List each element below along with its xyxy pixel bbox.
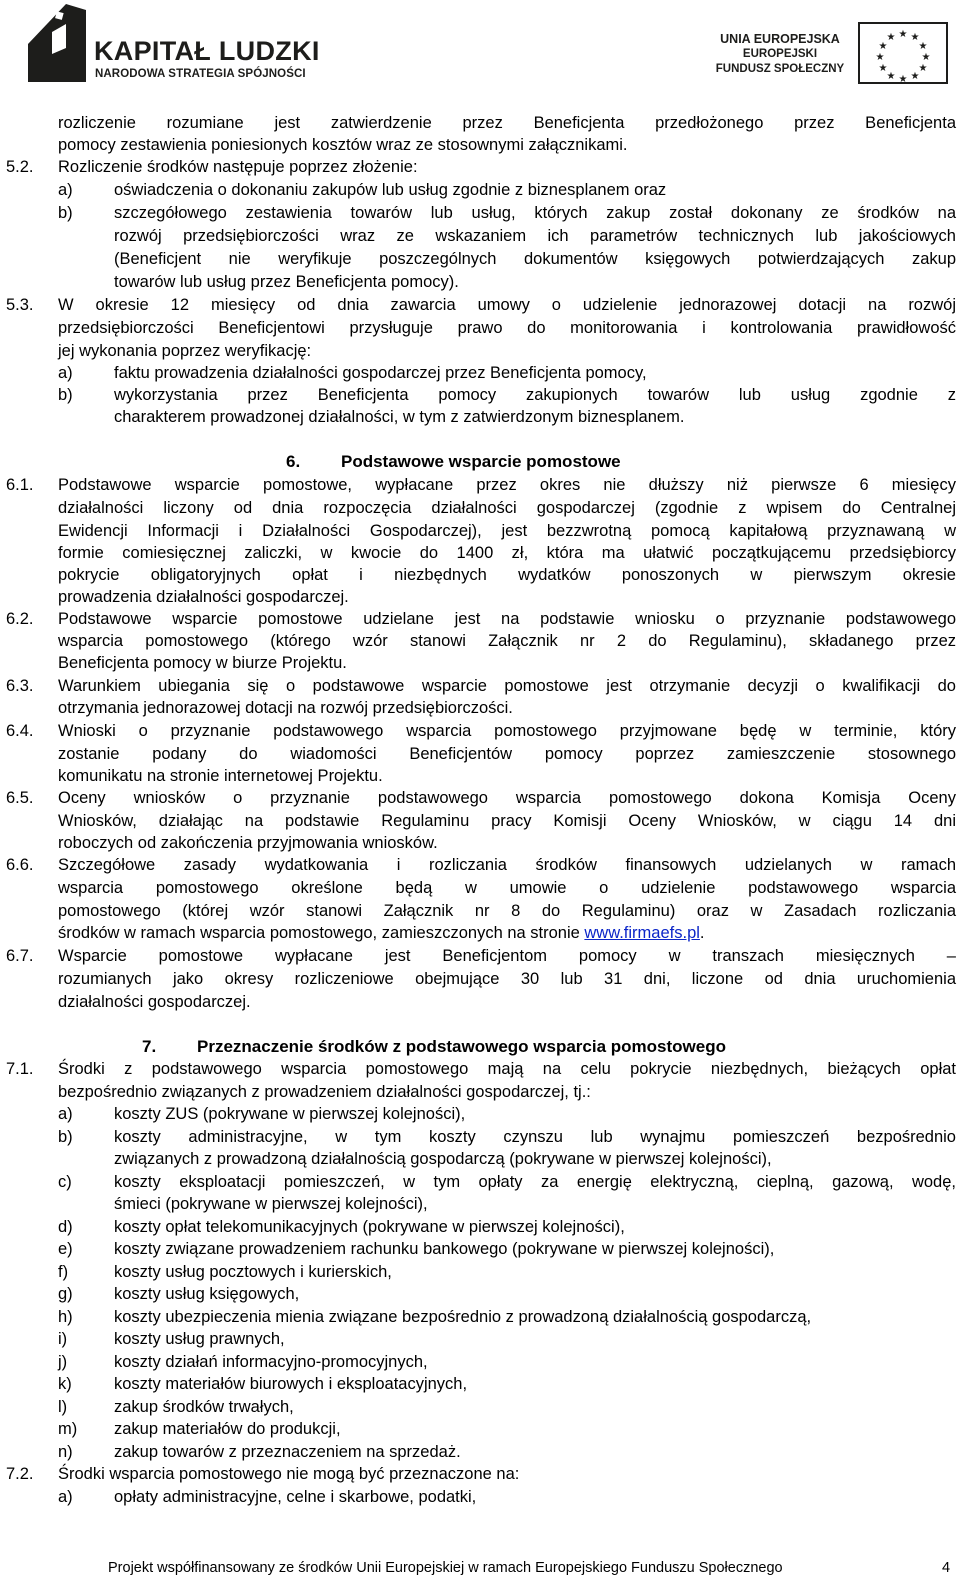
text-line: pokrycie obligatoryjnych opłat i niezbędnych wydatków ponoszonych w pierwszym okresie (58, 566, 956, 584)
list-letter: f) (58, 1263, 69, 1281)
list-letter: g) (58, 1285, 73, 1303)
text-line: koszty usług księgowych, (114, 1285, 300, 1303)
page-header (0, 0, 960, 100)
text-line: Wsparcie pomostowe wypłacane jest Beneficjentom pomocy w transzach miesięcznych – (58, 947, 956, 965)
text-line: W okresie 12 miesięcy od dnia zawarcia umowy o udzielenie jednorazowej dotacji na rozwój (58, 296, 956, 314)
svg-text:★: ★ (886, 71, 896, 82)
list-letter: a) (58, 181, 73, 199)
point-number: 6.7. (6, 947, 34, 965)
svg-text:★: ★ (921, 52, 931, 63)
kapital-ludzki-logo (26, 2, 326, 84)
kapital-ludzki-subtitle: NARODOWA STRATEGIA SPÓJNOŚCI (95, 68, 306, 80)
list-letter: c) (58, 1173, 72, 1191)
text-line: związanych z prowadzoną działalnością gospodarczą (pokrywane w pierwszej kolejności), (114, 1150, 772, 1168)
text-line: opłaty administracyjne, celne i skarbowe, podatki, (114, 1488, 477, 1506)
text-line: Rozliczenie środków następuje poprzez złożenie: (58, 158, 418, 176)
text-line: Wniosków, działając na podstawie Regulaminu pracy Komisji Oceny Wniosków, w ciągu 14 dni (58, 812, 956, 830)
text-line: otrzymania jednorazowej dotacji na rozwój przedsiębiorczości. (58, 699, 513, 717)
text-line: faktu prowadzenia działalności gospodarczej przez Beneficjenta pomocy, (114, 364, 647, 382)
list-letter: b) (58, 1128, 73, 1146)
text-line: komunikatu na stronie internetowej Projektu. (58, 767, 383, 785)
point-number: 7.2. (6, 1465, 34, 1483)
point-number: 7.1. (6, 1060, 34, 1078)
text-line: zostanie podany do wiadomości Beneficjentów pomocy poprzez zamieszczenie stosownego (58, 745, 956, 763)
svg-text:★: ★ (875, 52, 885, 63)
eu-logo-line2: EUROPEJSKI (742, 48, 818, 60)
text-line: koszty opłat telekomunikacyjnych (pokrywane w pierwszej kolejności), (114, 1218, 625, 1236)
text-line: Podstawowe wsparcie pomostowe, wypłacane przez okres nie dłuższy niż pierwsze 6 miesięcy (58, 476, 956, 494)
text-line: zakup towarów z przeznaczeniem na sprzedaż. (114, 1443, 461, 1461)
text-line: działalności liczony od dnia rozpoczęcia działalności gospodarczej (zgodnie z wpisem do Centralnej (58, 499, 956, 517)
text-line: oświadczenia o dokonaniu zakupów lub usług zgodnie z biznesplanem oraz (114, 181, 667, 199)
text-line: działalności gospodarczej. (58, 993, 251, 1011)
eu-logo (710, 22, 958, 92)
point-number: 6.1. (6, 476, 34, 494)
text-line: towarów lub usług przez Beneficjenta pomocy). (114, 273, 459, 291)
list-letter: a) (58, 1105, 73, 1123)
svg-text:★: ★ (918, 63, 928, 74)
svg-text:★: ★ (886, 32, 896, 43)
text-line: Ewidencji Informacji i Działalności Gospodarczej), jest bezzwrotną pomocą kapitałową przyznawaną w (58, 522, 956, 540)
kapital-ludzki-symbol-icon (26, 2, 88, 84)
eu-flag-icon (858, 22, 948, 84)
list-letter: e) (58, 1240, 73, 1258)
svg-text:★: ★ (918, 41, 928, 52)
list-letter: k) (58, 1375, 72, 1393)
eu-logo-line1: UNIA EUROPEJSKA (720, 32, 840, 46)
text-line: (Beneficjent nie weryfikuje poszczególnych dokumentów księgowych potwierdzających zakup (114, 250, 956, 268)
text-line: rozwój przedsiębiorczości wraz ze wskazaniem ich parametrów technicznych lub jakościowych (114, 227, 956, 245)
section-7-number: 7. (142, 1037, 157, 1056)
text-line: Podstawowe wsparcie pomostowe udzielane jest na podstawie wniosku o przyznanie podstawowego (58, 610, 956, 628)
section-6-number: 6. (286, 452, 301, 471)
svg-text:★: ★ (910, 32, 920, 43)
section-6-title: Podstawowe wsparcie pomostowe (341, 452, 621, 471)
text-line: koszty usług pocztowych i kurierskich, (114, 1263, 392, 1281)
list-letter: n) (58, 1443, 73, 1461)
kapital-ludzki-title: KAPITAŁ LUDZKI (94, 36, 320, 66)
svg-text:★: ★ (878, 41, 888, 52)
text-line: Warunkiem ubiegania się o podstawowe wsparcie pomostowe jest otrzymanie decyzji o kwalifikacji do (58, 677, 956, 695)
text-line: przedsiębiorczości Beneficjentowi przysługuje prawo do monitorowania i kontrolowania prawidłowość (58, 319, 956, 337)
text-line: koszty ZUS (pokrywane w pierwszej kolejności), (114, 1105, 466, 1123)
list-letter: a) (58, 364, 73, 382)
text-line: koszty eksploatacji pomieszczeń, w tym opłaty za energię elektryczną, cieplną, gazową, wodę, (114, 1173, 956, 1191)
point-number: 6.6. (6, 856, 34, 874)
text-line: pomostowego (której wzór stanowi Załącznik nr 8 do Regulaminu) oraz w Zasadach rozliczania (58, 902, 956, 920)
list-letter: m) (58, 1420, 78, 1438)
svg-text:★: ★ (898, 74, 908, 84)
text-line: zakup materiałów do produkcji, (114, 1420, 341, 1438)
text-line: koszty materiałów biurowych i eksploatacyjnych, (114, 1375, 468, 1393)
text-line: charakterem prowadzonej działalności, w tym z zatwierdzonym biznesplanem. (114, 408, 685, 426)
list-letter: i) (58, 1330, 68, 1348)
text-line: bezpośrednio związanych z prowadzeniem działalności gospodarczej, tj.: (58, 1083, 591, 1101)
text-line: wsparcia pomostowego określone będą w umowie o udzielenie podstawowego wsparcia (58, 879, 956, 897)
text-line: formie comiesięcznej zaliczki, w kwocie do 1400 zł, która ma ułatwić początkującemu przedsiębiorcy (58, 544, 956, 562)
firmaefs-link[interactable]: www.firmaefs.pl (584, 924, 700, 942)
text-line: koszty ubezpieczenia mienia związane bezpośrednio z prowadzoną działalnością gospodarczą, (114, 1308, 812, 1326)
list-letter: b) (58, 386, 73, 404)
text-line: śmieci (pokrywane w pierwszej kolejności), (114, 1195, 428, 1213)
point-number: 5.2. (6, 158, 34, 176)
svg-text:★: ★ (910, 71, 920, 82)
text-line: wsparcia pomostowego (którego wzór stanowi Załącznik nr 2 do Regulaminu), składanego przez (58, 632, 956, 650)
text-line: koszty działań informacyjno-promocyjnych, (114, 1353, 428, 1371)
footer-text: Projekt współfinansowany ze środków Unii Europejskiej w ramach Europejskiego Funduszu Społecznego (108, 1560, 783, 1576)
text-line: Środki wsparcia pomostowego nie mogą być przeznaczone na: (58, 1465, 520, 1483)
text-line: wykorzystania przez Beneficjenta pomocy zakupionych towarów lub usług zgodnie z (114, 386, 956, 404)
text-line: rozumianych jako okresy rozliczeniowe obejmujące 30 lub 31 dni, liczone od dnia uruchomienia (58, 970, 956, 988)
text-line: Beneficjenta pomocy w biurze Projektu. (58, 654, 347, 672)
list-letter: d) (58, 1218, 73, 1236)
list-letter: l) (58, 1398, 68, 1416)
text-line: jej wykonania poprzez weryfikację: (58, 342, 312, 360)
text-line: środków w ramach wsparcia pomostowego, zamieszczonych na stronie (58, 924, 585, 942)
page-number: 4 (942, 1560, 951, 1576)
point-number: 5.3. (6, 296, 34, 314)
text-line: rozliczenie rozumiane jest zatwierdzenie przez Beneficjenta przedłożonego przez Beneficjenta (58, 114, 956, 132)
svg-text:★: ★ (878, 63, 888, 74)
list-letter: j) (58, 1353, 68, 1371)
text-line: prowadzenia działalności gospodarczej. (58, 588, 349, 606)
link-trailing-period: . (699, 924, 705, 942)
text-line: Wnioski o przyznanie podstawowego wsparcia pomostowego przyjmowane będę w terminie, który (58, 722, 956, 740)
text-line: roboczych od zakończenia przyjmowania wniosków. (58, 834, 438, 852)
section-7-title: Przeznaczenie środków z podstawowego wsparcia pomostowego (197, 1037, 726, 1056)
text-line-with-link (58, 922, 705, 944)
text-line: Środki z podstawowego wsparcia pomostowego mają na celu pokrycie niezbędnych, bieżących opłat (58, 1060, 956, 1078)
text-line: Szczegółowe zasady wydatkowania i rozliczania środków finansowych udzielanych w ramach (58, 856, 956, 874)
list-letter: h) (58, 1308, 73, 1326)
point-number: 6.3. (6, 677, 34, 695)
text-line: koszty związane prowadzeniem rachunku bankowego (pokrywane w pierwszej kolejności), (114, 1240, 775, 1258)
eu-logo-line3: FUNDUSZ SPOŁECZNY (715, 63, 845, 75)
list-letter: b) (58, 204, 73, 222)
text-line: zakup środków trwałych, (114, 1398, 294, 1416)
point-number: 6.4. (6, 722, 34, 740)
text-line: koszty usług prawnych, (114, 1330, 285, 1348)
text-line: koszty administracyjne, w tym koszty czynszu lub wynajmu pomieszczeń bezpośrednio (114, 1128, 956, 1146)
svg-text:★: ★ (898, 29, 908, 40)
text-line: pomocy zestawienia poniesionych kosztów wraz ze stosownymi załącznikami. (58, 136, 628, 154)
list-letter: a) (58, 1488, 73, 1506)
text-line: Oceny wniosków o przyznanie podstawowego wsparcia pomostowego dokona Komisja Oceny (58, 789, 956, 807)
text-line: szczegółowego zestawienia towarów lub usług, których zakup został dokonany ze środków na (114, 204, 956, 222)
point-number: 6.2. (6, 610, 34, 628)
point-number: 6.5. (6, 789, 34, 807)
